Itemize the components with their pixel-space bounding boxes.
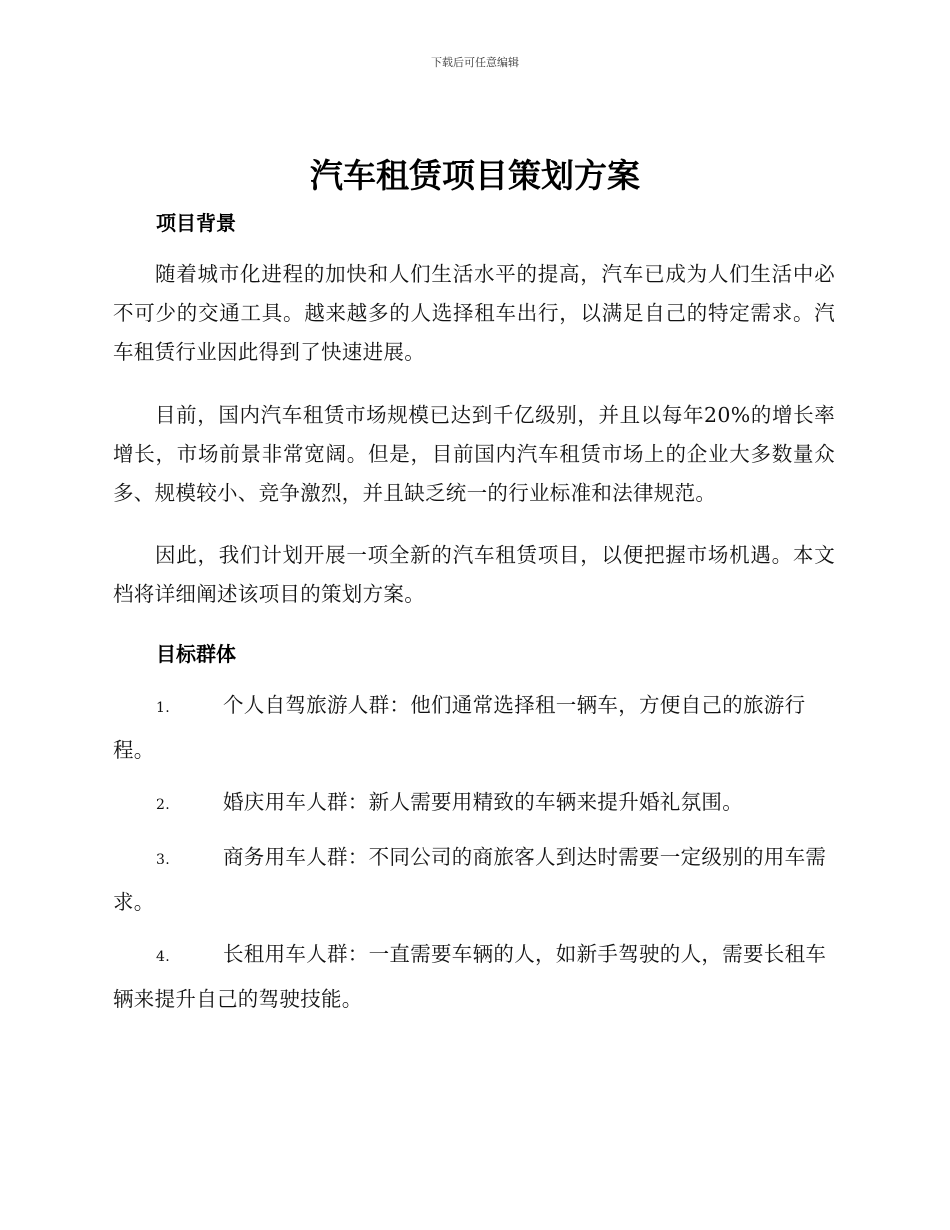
paragraph: 随着城市化进程的加快和人们生活水平的提高，汽车已成为人们生活中必不可少的交通工具。越来越多的人选择租车出行，以满足自己的特定需求。汽车租赁行业因此得到了快速进展。 xyxy=(113,262,835,364)
list-item-number: 4. xyxy=(156,949,170,965)
list-item-number: 3. xyxy=(156,852,170,868)
paragraph: 目前，国内汽车租赁市场规模已达到千亿级别，并且以每年20%的增长率增长，市场前景非常宽阔。但是，目前国内汽车租赁市场上的企业大多数量众多、规模较小、竞争激烈，并且缺乏统一的行业标准和法律规范。 xyxy=(113,403,835,505)
header-note: 下载后可任意编辑 xyxy=(431,56,519,69)
list-item-number: 2. xyxy=(156,797,170,813)
list-item-text: 个人自驾旅游人群：他们通常选择租一辆车，方便自己的旅游行程。 xyxy=(113,693,806,762)
list-item-text: 长租用车人群：一直需要车辆的人，如新手驾驶的人，需要长租车辆来提升自己的驾驶技能。 xyxy=(113,942,827,1011)
document-title: 汽车租赁项目策划方案 xyxy=(310,156,640,195)
list-item xyxy=(113,684,835,771)
section-heading-background: 项目背景 xyxy=(156,211,236,235)
list-item xyxy=(113,933,835,1020)
list-item-number: 1. xyxy=(156,700,170,716)
paragraph: 因此，我们计划开展一项全新的汽车租赁项目，以便把握市场机遇。本文档将详细阐述该项目的策划方案。 xyxy=(113,543,835,606)
list-item-text: 婚庆用车人群：新人需要用精致的车辆来提升婚礼氛围。 xyxy=(223,790,743,814)
list-item-text: 商务用车人群：不同公司的商旅客人到达时需要一定级别的用车需求。 xyxy=(113,845,827,914)
list-item xyxy=(113,836,835,923)
section-heading-target: 目标群体 xyxy=(156,642,236,666)
list-item xyxy=(113,781,835,826)
